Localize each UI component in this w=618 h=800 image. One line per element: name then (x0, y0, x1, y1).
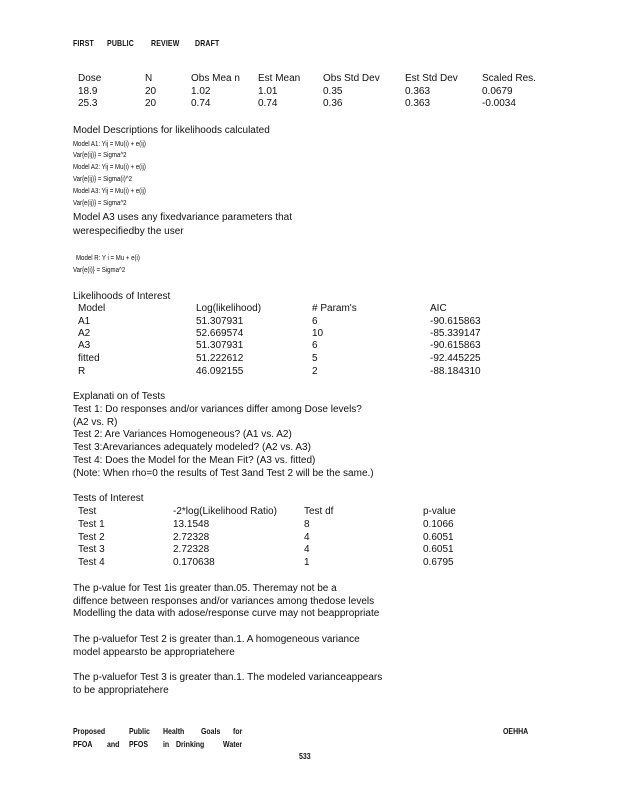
cell: 1.01 (258, 86, 278, 97)
cell: Test 2 (78, 532, 105, 543)
cell: 13.1548 (173, 519, 210, 530)
cell: R (78, 366, 86, 377)
cell: 0.74 (258, 98, 278, 109)
col-header: Model (78, 303, 106, 314)
col-header: p-value (423, 506, 456, 517)
col-header: AIC (430, 303, 447, 314)
cell: -85.339147 (430, 328, 481, 339)
cell: 18.9 (78, 86, 98, 97)
footer-word: in (163, 739, 170, 749)
cell: 0.74 (191, 98, 211, 109)
cell: 8 (304, 519, 310, 530)
cell: Test 3 (78, 544, 105, 555)
obs-header-est-std: Est Std Dev (405, 73, 458, 84)
model-line: Var{e(ij)} = Sigma^2 (73, 150, 127, 159)
cell: 0.1066 (423, 519, 454, 530)
obs-header-n: N (145, 73, 153, 84)
section-title: Likelihoods of Interest (73, 291, 171, 302)
model-line: Var{e(ij)} = Sigma(i)^2 (73, 174, 132, 183)
obs-header-scaled-res: Scaled Res. (482, 73, 536, 84)
cell: 51.307931 (196, 340, 244, 351)
cell: 0.363 (405, 98, 431, 109)
section-title: Model Descriptions for likelihoods calculated (73, 125, 270, 136)
cell: A2 (78, 328, 91, 339)
conclusion-line: Modelling the data with adose/response curve may not beappropriate (73, 608, 380, 619)
col-header: -2*log(Likelihood Ratio) (173, 506, 277, 517)
cell: 20 (145, 98, 157, 109)
conclusion-line: model appearsto be appropriatehere (73, 647, 235, 658)
cell: fitted (78, 353, 100, 364)
model-r-line: Var{e(i)} = Sigma^2 (73, 265, 126, 274)
explanation-note: (Note: When rho=0 the results of Test 3and Test 2 will be the same.) (73, 468, 374, 479)
conclusion-line: The p-value for Test 1is greater than.05. Theremay not be a (73, 583, 337, 594)
footer-word: Drinking (176, 739, 205, 749)
cell: -90.615863 (430, 316, 481, 327)
section-title: Explanati on of Tests (73, 391, 166, 402)
header-word: DRAFT (195, 38, 220, 48)
cell: 0.0679 (482, 86, 513, 97)
model-a3-note: Model A3 uses any fixedvariance parameters that (73, 212, 293, 223)
obs-header-obs-mean: Obs Mea n (191, 73, 240, 84)
cell: 0.170638 (173, 557, 215, 568)
page-number: 533 (299, 751, 311, 761)
col-header: # Param's (312, 303, 357, 314)
footer-word: PFOA (73, 739, 93, 749)
cell: -92.445225 (430, 353, 481, 364)
cell: -0.0034 (482, 98, 516, 109)
conclusion-line: The p-valuefor Test 2 is greater than.1. A homogeneous variance (73, 634, 360, 645)
cell: 4 (304, 544, 310, 555)
footer-word: Public (129, 726, 150, 736)
section-title: Tests of Interest (73, 493, 144, 504)
obs-header-dose: Dose (78, 73, 102, 84)
cell: 2.72328 (173, 544, 210, 555)
header-word: PUBLIC (107, 38, 134, 48)
explanation-line: Test 4: Does the Model for the Mean Fit? (A3 vs. fitted) (73, 455, 316, 466)
model-line: Var{e(ij)} = Sigma^2 (73, 198, 127, 207)
cell: 0.6051 (423, 544, 454, 555)
obs-header-obs-std: Obs Std Dev (323, 73, 380, 84)
cell: Test 1 (78, 519, 105, 530)
model-r-line: Model R: Y i = Mu + e(i) (76, 253, 140, 262)
col-header: Log(likelihood) (196, 303, 262, 314)
conclusion-line: diffence between responses and/or variances among thedose levels (73, 596, 375, 607)
cell: 25.3 (78, 98, 98, 109)
obs-header-est-mean: Est Mean (258, 73, 301, 84)
col-header: Test (78, 506, 97, 517)
footer-word: PFOS (129, 739, 148, 749)
footer-word: Proposed (73, 726, 106, 736)
explanation-line: (A2 vs. R) (73, 417, 118, 428)
cell: 4 (304, 532, 310, 543)
model-line: Model A3: Yij = Mu(i) + e(ij) (73, 186, 146, 195)
explanation-line: Test 3:Arevariances adequately modeled? (A2 vs. A3) (73, 442, 311, 453)
conclusion-line: The p-valuefor Test 3 is greater than.1. The modeled varianceappears (73, 672, 383, 683)
cell: 0.363 (405, 86, 431, 97)
conclusion-line: to be appropriatehere (73, 685, 169, 696)
cell: 10 (312, 328, 324, 339)
cell: 0.6795 (423, 557, 454, 568)
cell: A1 (78, 316, 91, 327)
cell: 1.02 (191, 86, 211, 97)
cell: 46.092155 (196, 366, 244, 377)
cell: 51.222612 (196, 353, 244, 364)
cell: 0.35 (323, 86, 343, 97)
cell: 51.307931 (196, 316, 244, 327)
cell: 20 (145, 86, 157, 97)
model-a3-note: werespecifiedby the user (73, 226, 184, 237)
cell: 52.669574 (196, 328, 244, 339)
cell: 0.36 (323, 98, 343, 109)
footer-word: Health (163, 726, 185, 736)
model-line: Model A1: Yij = Mu(i) + e(ij) (73, 139, 146, 148)
footer-word: and (107, 739, 120, 749)
cell: A3 (78, 340, 91, 351)
footer-word: Water (223, 739, 243, 749)
header-word: REVIEW (151, 38, 180, 48)
footer-org: OEHHA (503, 726, 529, 736)
cell: 0.6051 (423, 532, 454, 543)
explanation-line: Test 1: Do responses and/or variances differ among Dose levels? (73, 404, 362, 415)
cell: 1 (304, 557, 310, 568)
cell: 6 (312, 316, 318, 327)
cell: -90.615863 (430, 340, 481, 351)
cell: -88.184310 (430, 366, 481, 377)
cell: Test 4 (78, 557, 105, 568)
footer-word: for (233, 726, 243, 736)
col-header: Test df (304, 506, 334, 517)
cell: 2 (312, 366, 318, 377)
model-line: Model A2: Yij = Mu(i) + e(ij) (73, 162, 146, 171)
cell: 2.72328 (173, 532, 210, 543)
footer-word: Goals (201, 726, 221, 736)
cell: 5 (312, 353, 318, 364)
header-word: FIRST (73, 38, 94, 48)
cell: 6 (312, 340, 318, 351)
explanation-line: Test 2: Are Variances Homogeneous? (A1 vs. A2) (73, 429, 292, 440)
